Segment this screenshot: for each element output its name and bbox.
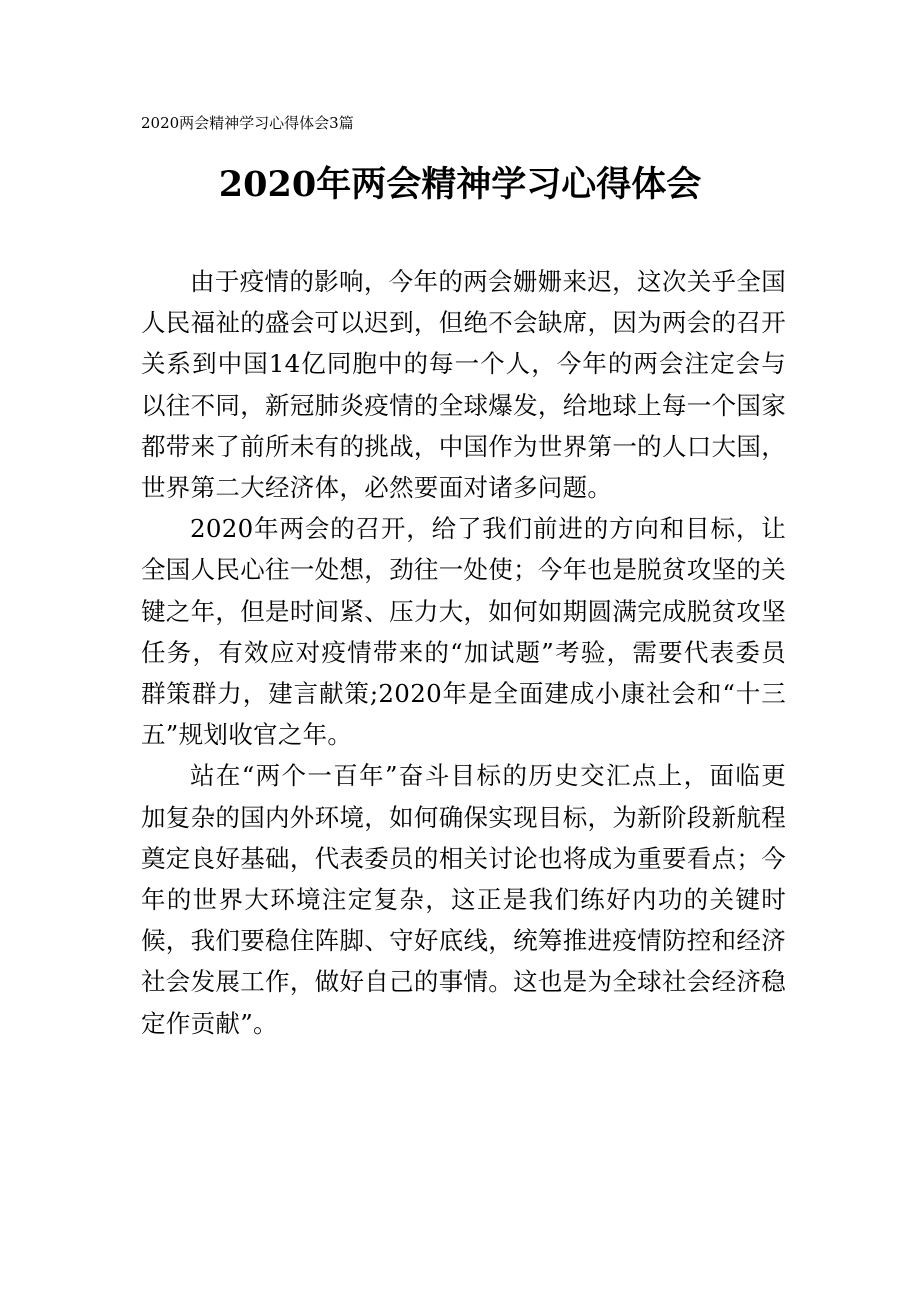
- paragraph-1: 由于疫情的影响，今年的两会姗姗来迟，这次关乎全国人民福祉的盛会可以迟到，但绝不会缺席，因为两会的召开关系到中国14亿同胞中的每一个人，今年的两会注定会与以往不同，新冠肺炎疫情的全球爆发，给地球上每一个国家都带来了前所未有的挑战，中国作为世界第一的人口大国，世界第二大经济体，必然要面对诸多问题。: [141, 267, 786, 503]
- paragraph-3: 站在“两个一百年”奋斗目标的历史交汇点上，面临更加复杂的国内外环境，如何确保实现目标，为新阶段新航程奠定良好基础，代表委员的相关讨论也将成为重要看点；今年的世界大环境注定复杂，这正是我们练好内功的关键时候，我们要稳住阵脚、守好底线，统筹推进疫情防控和经济社会发展工作，做好自己的事情。这也是为全球社会经济稳定作贡献”。: [141, 761, 786, 1038]
- document-body: [141, 261, 786, 1044]
- paragraph-2: 2020年两会的召开，给了我们前进的方向和目标，让全国人民心往一处想，劲往一处使；今年也是脱贫攻坚的关键之年，但是时间紧、压力大，如何如期圆满完成脱贫攻坚任务，有效应对疫情带来的“加试题”考验，需要代表委员群策群力，建言献策;2020年是全面建成小康社会和“十三五”规划收官之年。: [141, 514, 786, 750]
- document-header-label: 2020两会精神学习心得体会3篇: [141, 114, 354, 132]
- document-title: 2020年两会精神学习心得体会: [218, 164, 702, 205]
